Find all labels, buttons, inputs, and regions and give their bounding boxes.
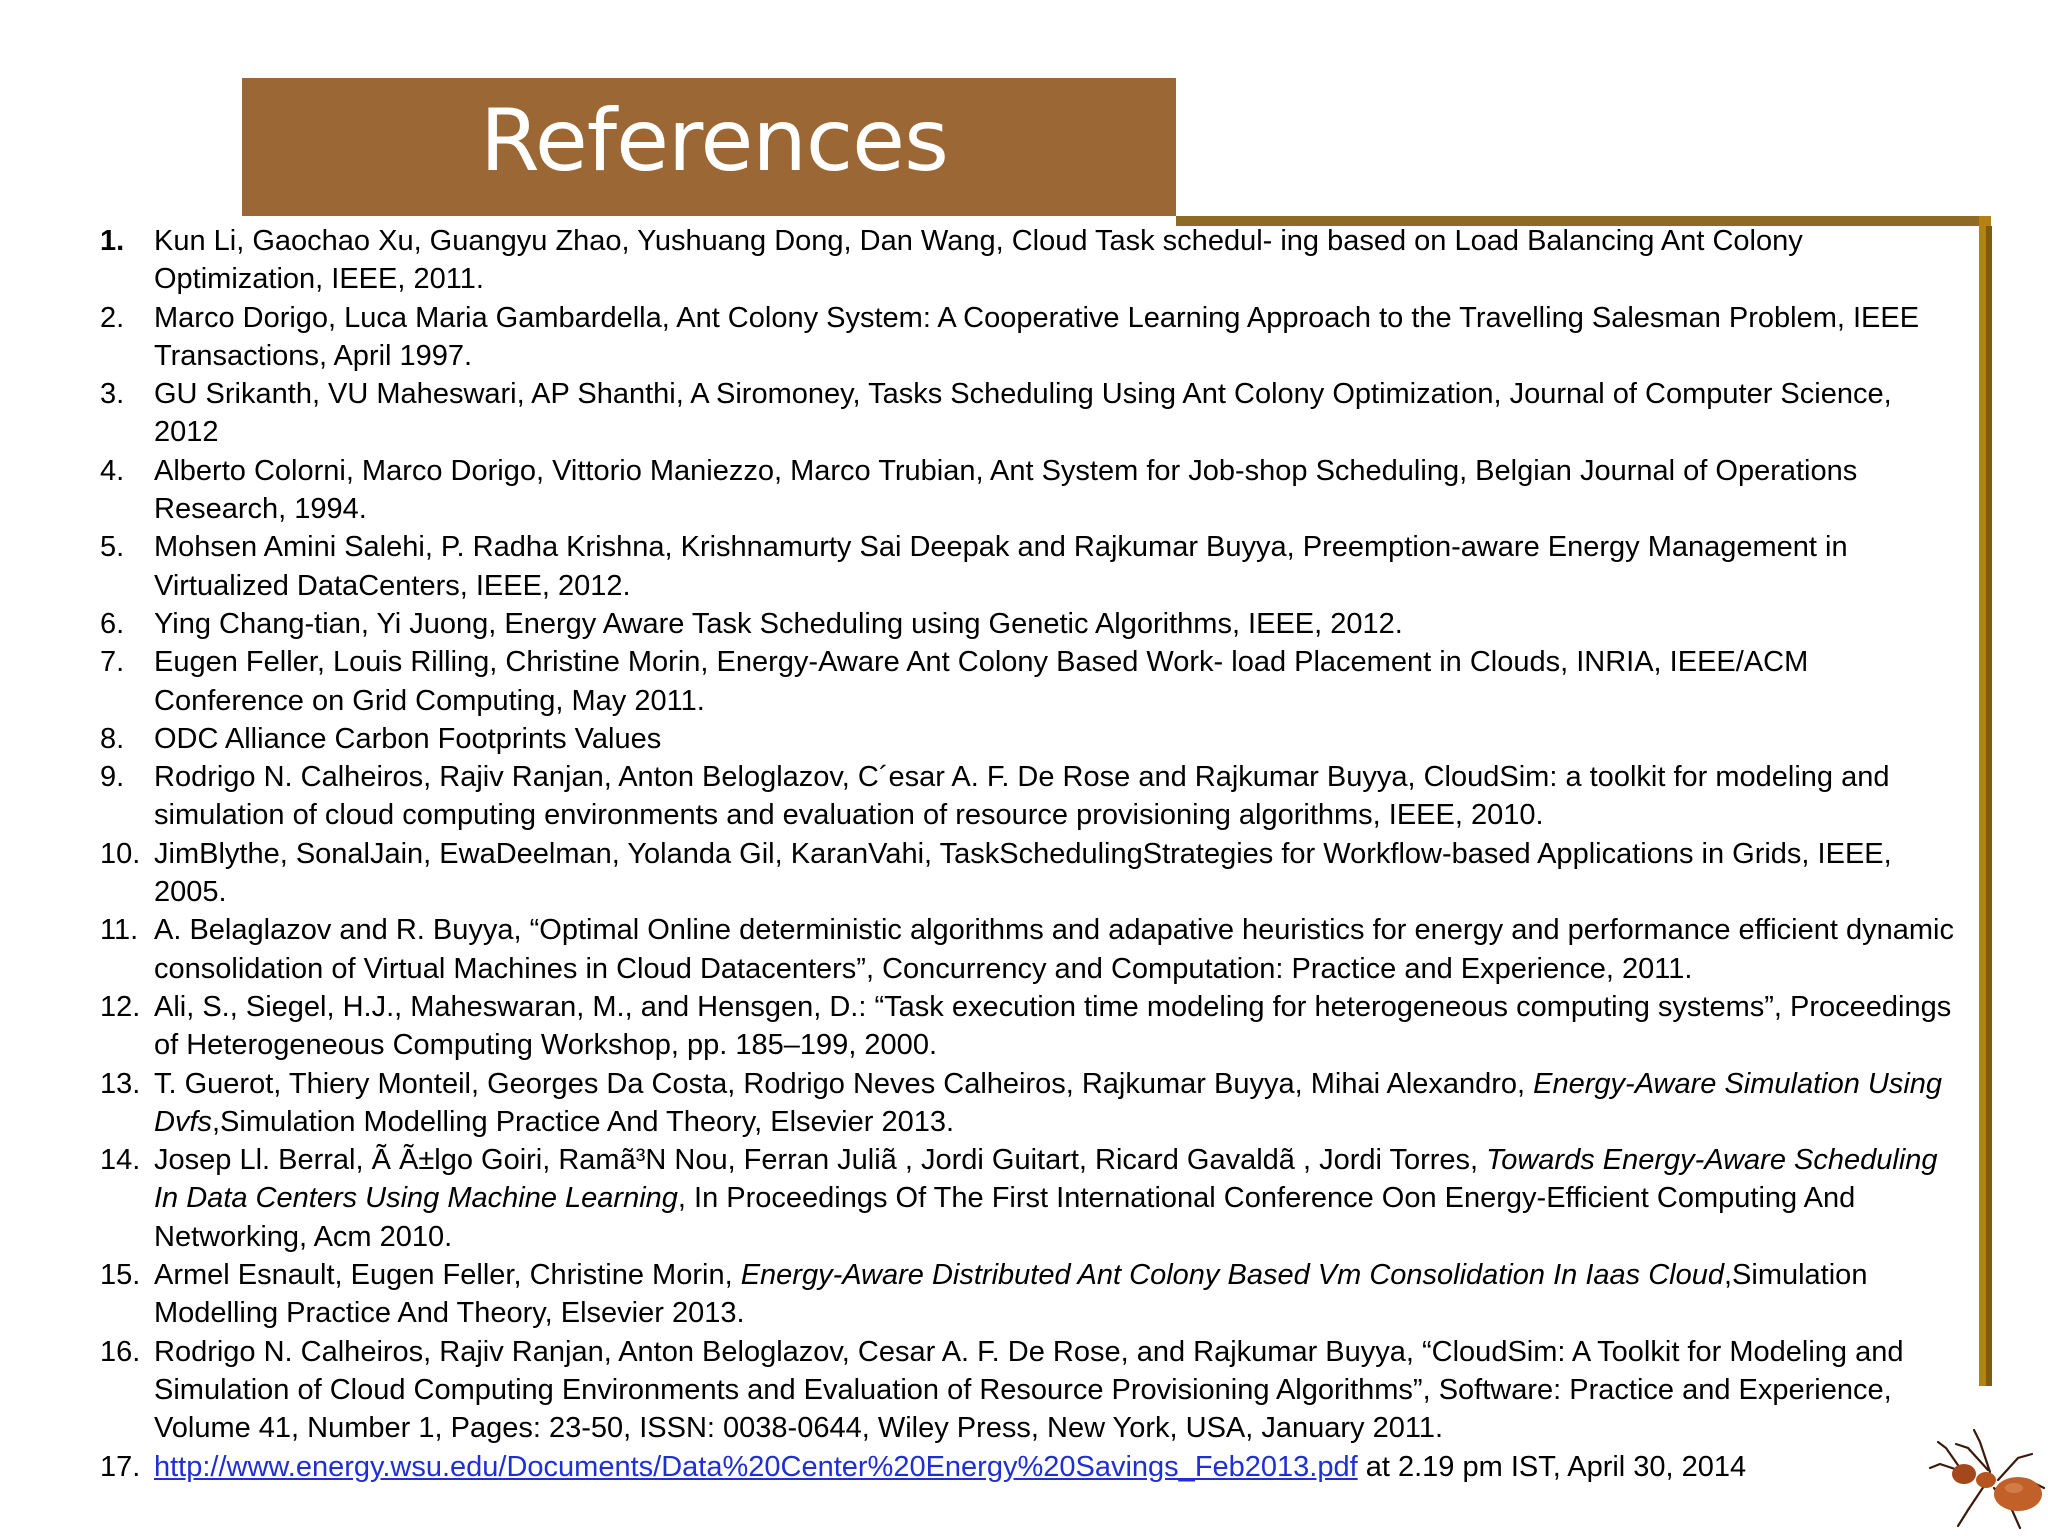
reference-text: Kun Li, Gaochao Xu, Guangyu Zhao, Yushuang Dong, Dan Wang, Cloud Task schedul- ing based on Load Balancing Ant Colony Optimization, IEEE, 2011.: [154, 225, 1803, 296]
reference-number: 8.: [100, 722, 125, 755]
reference-item: [100, 1141, 1960, 1256]
reference-number: 9.: [100, 761, 125, 794]
reference-item: [100, 911, 1960, 988]
reference-item: [100, 222, 1960, 299]
reference-number: 17.: [100, 1450, 141, 1483]
reference-item: [100, 528, 1960, 605]
reference-number: 4.: [100, 454, 125, 487]
reference-text: , In Proceedings Of The First International Conference Oon Energy-Efficient Computing And Networking, Acm 2010.: [154, 1182, 1856, 1253]
reference-number: 11.: [100, 914, 139, 947]
reference-number: 2.: [100, 301, 125, 334]
reference-text: Ying Chang-tian, Yi Juong, Energy Aware Task Scheduling using Genetic Algorithms, IEEE, 2012.: [154, 607, 1403, 640]
reference-text: Rodrigo N. Calheiros, Rajiv Ranjan, Anton Beloglazov, Cesar A. F. De Rose, and Rajkumar Buyya, “CloudSim: A Toolkit for Modeling and Simulation of Cloud Computing Environments and Evaluation of Resource Provisioning Algorithms”, Software: Practice and Experience, Volume 41, Number 1, Pages: 23-50, ISSN: 0038-0644, Wiley Press, New York, USA, January 2011.: [154, 1335, 1904, 1445]
reference-number: 13.: [100, 1067, 141, 1100]
reference-text: T. Guerot, Thiery Monteil, Georges Da Costa, Rodrigo Neves Calheiros, Rajkumar Buyya, Mihai Alexandro,: [154, 1067, 1534, 1100]
reference-number: 12.: [100, 990, 141, 1023]
reference-text: A. Belaglazov and R. Buyya, “Optimal Online deterministic algorithms and adapative heuristics for energy and performance efficient dynamic consolidation of Virtual Machines in Cloud Datacenters”, Concurrency and Computation: Practice and Experience, 2011.: [154, 914, 1954, 985]
reference-item: [100, 605, 1960, 643]
reference-text: Marco Dorigo, Luca Maria Gambardella, Ant Colony System: A Cooperative Learning Approach to the Travelling Salesman Problem, IEEE Transactions, April 1997.: [154, 301, 1920, 372]
reference-item: [100, 1256, 1960, 1333]
reference-number: 1.: [100, 225, 125, 257]
references-list: [100, 222, 1960, 1486]
reference-text: ODC Alliance Carbon Footprints Values: [154, 722, 662, 755]
reference-link[interactable]: http://www.energy.wsu.edu/Documents/Data%20Center%20Energy%20Savings_Feb2013.pdf: [154, 1450, 1358, 1483]
reference-item: [100, 375, 1960, 452]
ant-icon: [1928, 1418, 2048, 1536]
reference-item: [100, 1448, 1960, 1486]
reference-text: ,Simulation Modelling Practice And Theory, Elsevier 2013.: [154, 1259, 1868, 1330]
reference-text: Rodrigo N. Calheiros, Rajiv Ranjan, Anton Beloglazov, C´esar A. F. De Rose and Rajkumar Buyya, CloudSim: a toolkit for modeling and simulation of cloud computing environments and evaluation of resource provisioning algorithms, IEEE, 2010.: [154, 761, 1890, 832]
reference-number: 14.: [100, 1144, 141, 1177]
reference-item: [100, 299, 1960, 376]
reference-title-italic: Energy-Aware Simulation Using Dvfs: [154, 1067, 1943, 1138]
reference-number: 10.: [100, 837, 141, 870]
frame-right-shadow: [1986, 226, 1992, 1386]
reference-number: 3.: [100, 378, 125, 411]
reference-text: GU Srikanth, VU Maheswari, AP Shanthi, A Siromoney, Tasks Scheduling Using Ant Colony Optimization, Journal of Computer Science, 2012: [154, 378, 1892, 449]
reference-number: 7.: [100, 646, 125, 679]
reference-item: [100, 452, 1960, 529]
reference-title-italic: Energy-Aware Distributed Ant Colony Based Vm Consolidation In Iaas Cloud: [740, 1259, 1724, 1292]
reference-text: ,Simulation Modelling Practice And Theory, Elsevier 2013.: [212, 1105, 955, 1138]
reference-item: [100, 643, 1960, 720]
reference-text: Alberto Colorni, Marco Dorigo, Vittorio Maniezzo, Marco Trubian, Ant System for Job-shop Scheduling, Belgian Journal of Operations Research, 1994.: [154, 454, 1858, 526]
reference-text: Eugen Feller, Louis Rilling, Christine Morin, Energy-Aware Ant Colony Based Work- load Placement in Clouds, INRIA, IEEE/ACM Conference on Grid Computing, May 2011.: [154, 646, 1809, 717]
reference-number: 5.: [100, 531, 125, 564]
reference-item: [100, 758, 1960, 835]
reference-item: [100, 835, 1960, 912]
reference-item: [100, 988, 1960, 1065]
reference-text: Armel Esnault, Eugen Feller, Christine Morin,: [154, 1259, 741, 1292]
reference-number: 15.: [100, 1259, 141, 1292]
reference-text: Ali, S., Siegel, H.J., Maheswaran, M., and Hensgen, D.: “Task execution time modeling for heterogeneous computing systems”, Proceedings of Heterogeneous Computing Workshop, pp. 185–199, 2000.: [154, 990, 1952, 1062]
reference-text: Mohsen Amini Salehi, P. Radha Krishna, Krishnamurty Sai Deepak and Rajkumar Buyya, Preemption-aware Energy Management in Virtualized DataCenters, IEEE, 2012.: [154, 531, 1848, 602]
reference-text: at 2.19 pm IST, April 30, 2014: [1357, 1450, 1747, 1483]
reference-text: JimBlythe, SonalJain, EwaDeelman, Yolanda Gil, KaranVahi, TaskSchedulingStrategies for Workflow-based Applications in Grids, IEEE, 2005.: [154, 837, 1892, 909]
reference-item: [100, 1333, 1960, 1448]
slide-title: References: [480, 91, 948, 191]
reference-item: [100, 720, 1960, 758]
reference-number: 6.: [100, 607, 125, 640]
reference-number: 16.: [100, 1335, 141, 1368]
reference-title-italic: Towards Energy-Aware Scheduling In Data Centers Using Machine Learning: [154, 1144, 1938, 1215]
reference-text: Josep Ll. Berral, Ã Ã±lgo Goiri, Ramã³N Nou, Ferran Juliã , Jordi Guitart, Ricard Gavaldã , Jordi Torres,: [154, 1144, 1487, 1177]
reference-item: [100, 1065, 1960, 1142]
